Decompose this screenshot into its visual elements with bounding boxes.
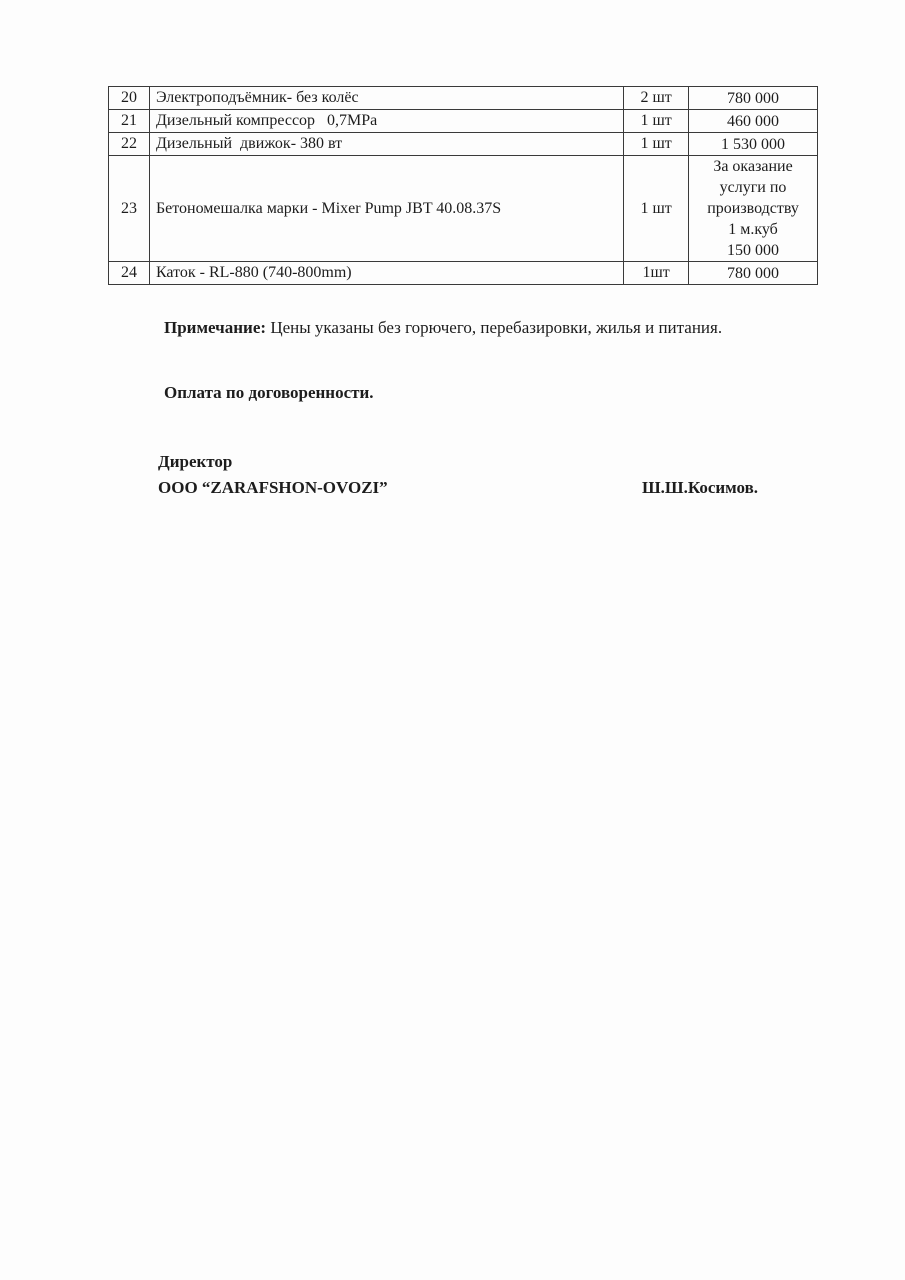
price xyxy=(689,262,818,285)
row-number: 21 xyxy=(109,110,150,133)
equipment-name: Каток - RL-880 (740-800mm) xyxy=(149,262,623,285)
note-text: Цены указаны без горючего, перебазировки, жилья и питания. xyxy=(266,318,723,337)
quantity: 1шт xyxy=(624,262,689,285)
price-line: 780 000 xyxy=(727,89,780,107)
signatory-name: Ш.Ш.Косимов. xyxy=(642,478,759,497)
note-paragraph xyxy=(110,315,796,341)
equipment-name: Электроподъёмник- без колёс xyxy=(149,87,623,110)
price xyxy=(689,156,818,262)
price-line: услуги по xyxy=(719,179,787,196)
equipment-name: Бетономешалка марки - Mixer Pump JBT 40.08.37S xyxy=(149,156,623,262)
price xyxy=(689,110,818,133)
price xyxy=(689,87,818,110)
payment-terms: Оплата по договоренности. xyxy=(164,383,374,402)
price-line: 150 000 xyxy=(727,242,780,259)
price-table xyxy=(108,86,818,285)
quantity: 1 шт xyxy=(624,156,689,262)
quantity: 1 шт xyxy=(624,110,689,133)
quantity: 1 шт xyxy=(624,133,689,156)
price-line: За оказание xyxy=(713,158,793,175)
row-number: 24 xyxy=(109,262,150,285)
table-row xyxy=(109,133,818,156)
row-number: 23 xyxy=(109,156,150,262)
table-row xyxy=(109,87,818,110)
quantity: 2 шт xyxy=(624,87,689,110)
price-line: 1 м.куб xyxy=(728,221,778,238)
price xyxy=(689,133,818,156)
table-row xyxy=(109,262,818,285)
signatory-organization: ООО “ZARAFSHON-OVOZI” xyxy=(158,478,388,497)
table-row xyxy=(109,110,818,133)
note-label: Примечание: xyxy=(164,318,267,337)
equipment-name: Дизельный компрессор 0,7MPa xyxy=(149,110,623,133)
price-line: 1 530 000 xyxy=(721,135,786,153)
price-line: 460 000 xyxy=(727,112,780,130)
signatory-title: Директор xyxy=(158,452,233,471)
equipment-name: Дизельный движок- 380 вт xyxy=(149,133,623,156)
price-line: 780 000 xyxy=(727,264,780,282)
table-row xyxy=(109,156,818,262)
price-line: производству xyxy=(707,200,799,217)
row-number: 22 xyxy=(109,133,150,156)
row-number: 20 xyxy=(109,87,150,110)
